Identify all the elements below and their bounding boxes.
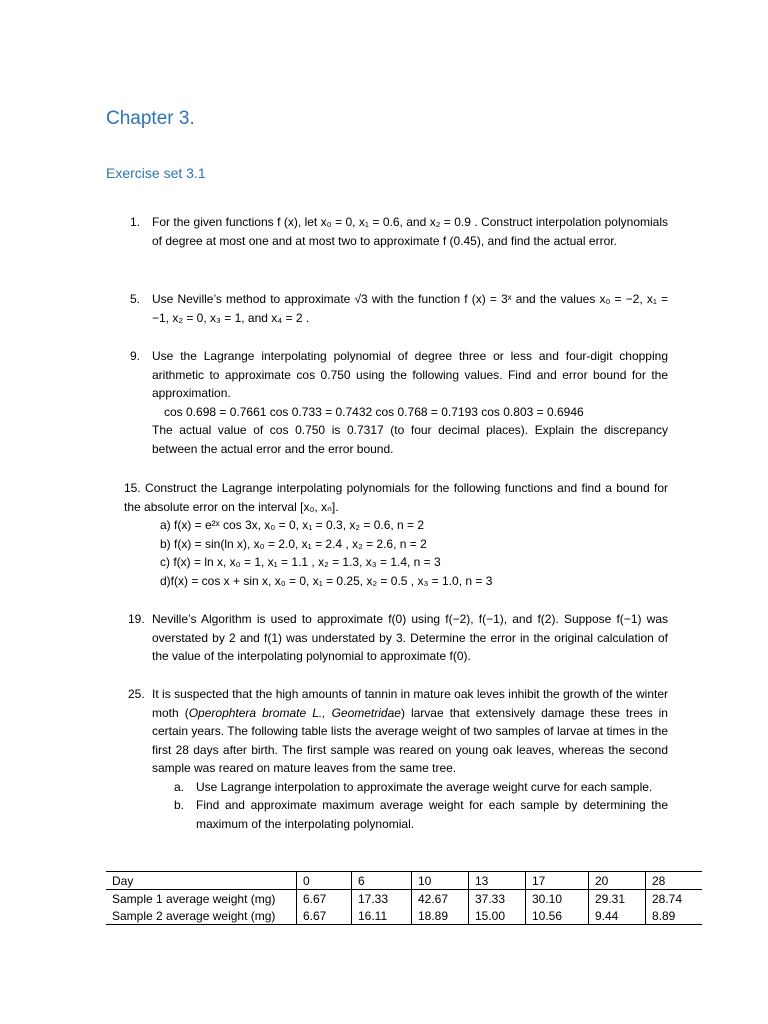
exercise-text: It is suspected that the high amounts of tannin in mature oak leves inhibit the growth of the winter moth (Operophtera bromate L., Geometridae) larvae that extensively damage these trees in certain years. The following table lists the average weight of two samples of larvae at times in the first 28 days after birth. The first sample was reared on young oak leaves, whereas the second sample was reared on mature leaves from the same tree.: [152, 687, 668, 775]
larvae-weight-table: [106, 871, 702, 925]
table-cell: 30.10: [526, 890, 589, 908]
exercise-text: Use the Lagrange interpolating polynomial of degree three or less and four-digit chopping arithmetic to approximate cos 0.750 using the following values. Find and error bound for the approximation.: [152, 349, 668, 400]
part-d: d)f(x) = cos x + sin x, x₀ = 0, x₁ = 0.25, x₂ = 0.5 , x₃ = 1.0, n = 3: [160, 573, 493, 588]
part-b: b) f(x) = sin(ln x), x₀ = 2.0, x₁ = 2.4 , x₂ = 2.6, n = 2: [160, 536, 427, 551]
exercise-number: 25.: [128, 687, 145, 701]
table-cell: 9.44: [589, 907, 646, 925]
table-cell: 8.89: [646, 907, 703, 925]
table-cell: 10.56: [526, 907, 589, 925]
exercise-25: [128, 685, 668, 833]
exercise-5: [130, 290, 668, 327]
table-cell: 20: [589, 872, 646, 890]
part-b: b. Find and approximate maximum average weight for each sample by determining the maximum of the interpolating polynomial.: [174, 798, 668, 831]
table-cell: 17.33: [352, 890, 412, 908]
table-cell: 6.67: [297, 907, 352, 925]
section-title: Exercise set 3.1: [106, 165, 206, 181]
table-cell: Sample 2 average weight (mg): [106, 907, 297, 925]
table-row: [106, 907, 702, 925]
exercise-text: For the given functions f (x), let x₀ = 0, x₁ = 0.6, and x₂ = 0.9 . Construct interpolation polynomials of degree at most one and at most two to approximate f (0.45), and find the actual error.: [152, 215, 668, 248]
species-name: Operophtera bromate L., Geometridae: [188, 705, 401, 720]
part-a: a) f(x) = e²ˣ cos 3x, x₀ = 0, x₁ = 0.3, x₂ = 0.6, n = 2: [160, 518, 425, 532]
exercise-text-2: The actual value of cos 0.750 is 0.7317 (to four decimal places). Explain the discrepancy between the actual error and the error bound.: [152, 423, 668, 456]
exercise-1: [130, 213, 668, 250]
table-header-row: [106, 872, 702, 890]
table-cell: 15.00: [469, 907, 526, 925]
table-cell: 28: [646, 872, 703, 890]
exercise-number: 1.: [130, 215, 141, 229]
cosine-values: cos 0.698 = 0.7661 cos 0.733 = 0.7432 cos 0.768 = 0.7193 cos 0.803 = 0.6946: [164, 404, 584, 419]
table-cell: 17: [526, 872, 589, 890]
exercise-9: [130, 347, 668, 458]
exercise-text: Use Neville’s method to approximate √3 with the function f (x) = 3ˣ and the values x₀ = −2, x₁ = −1, x₂ = 0, x₃ = 1, and x₄ = 2 .: [152, 292, 668, 325]
exercise-text: Neville’s Algorithm is used to approximate f(0) using f(−2), f(−1), and f(2). Suppose f(−1) was overstated by 2 and f(1) was understated by 3. Determine the error in the original calculation of the value of the interpolating polynomial to approximate f(0).: [152, 612, 668, 663]
part-a: a. Use Lagrange interpolation to approximate the average weight curve for each sample.: [174, 779, 653, 794]
table-cell: 16.11: [352, 907, 412, 925]
exercise-number: 5.: [130, 292, 141, 306]
table-cell: 28.74: [646, 890, 703, 908]
table-cell: 6: [352, 872, 412, 890]
exercise-number: 15.: [124, 481, 141, 495]
table-cell: Day: [106, 872, 297, 890]
exercise-number: 9.: [130, 349, 141, 363]
exercise-15: [124, 479, 668, 590]
table-cell: 37.33: [469, 890, 526, 908]
table-cell: 29.31: [589, 890, 646, 908]
table-cell: 42.67: [412, 890, 469, 908]
table-cell: Sample 1 average weight (mg): [112, 892, 276, 906]
table-cell: 6.67: [297, 890, 352, 908]
table-cell: 0: [297, 872, 352, 890]
exercise-19: [128, 610, 668, 666]
exercise-text: 15. Construct the Lagrange interpolating polynomials for the following functions and find a bound for the absolute error on the interval [x₀, xₙ].: [124, 481, 668, 514]
table-cell: 10: [412, 872, 469, 890]
table-cell: 18.89: [412, 907, 469, 925]
table-row: [106, 890, 702, 908]
table-cell: 13: [469, 872, 526, 890]
part-c: c) f(x) = ln x, x₀ = 1, x₁ = 1.1 , x₂ = 1.3, x₃ = 1.4, n = 3: [160, 555, 441, 569]
exercise-number: 19.: [128, 612, 145, 626]
chapter-title: Chapter 3.: [106, 108, 195, 129]
